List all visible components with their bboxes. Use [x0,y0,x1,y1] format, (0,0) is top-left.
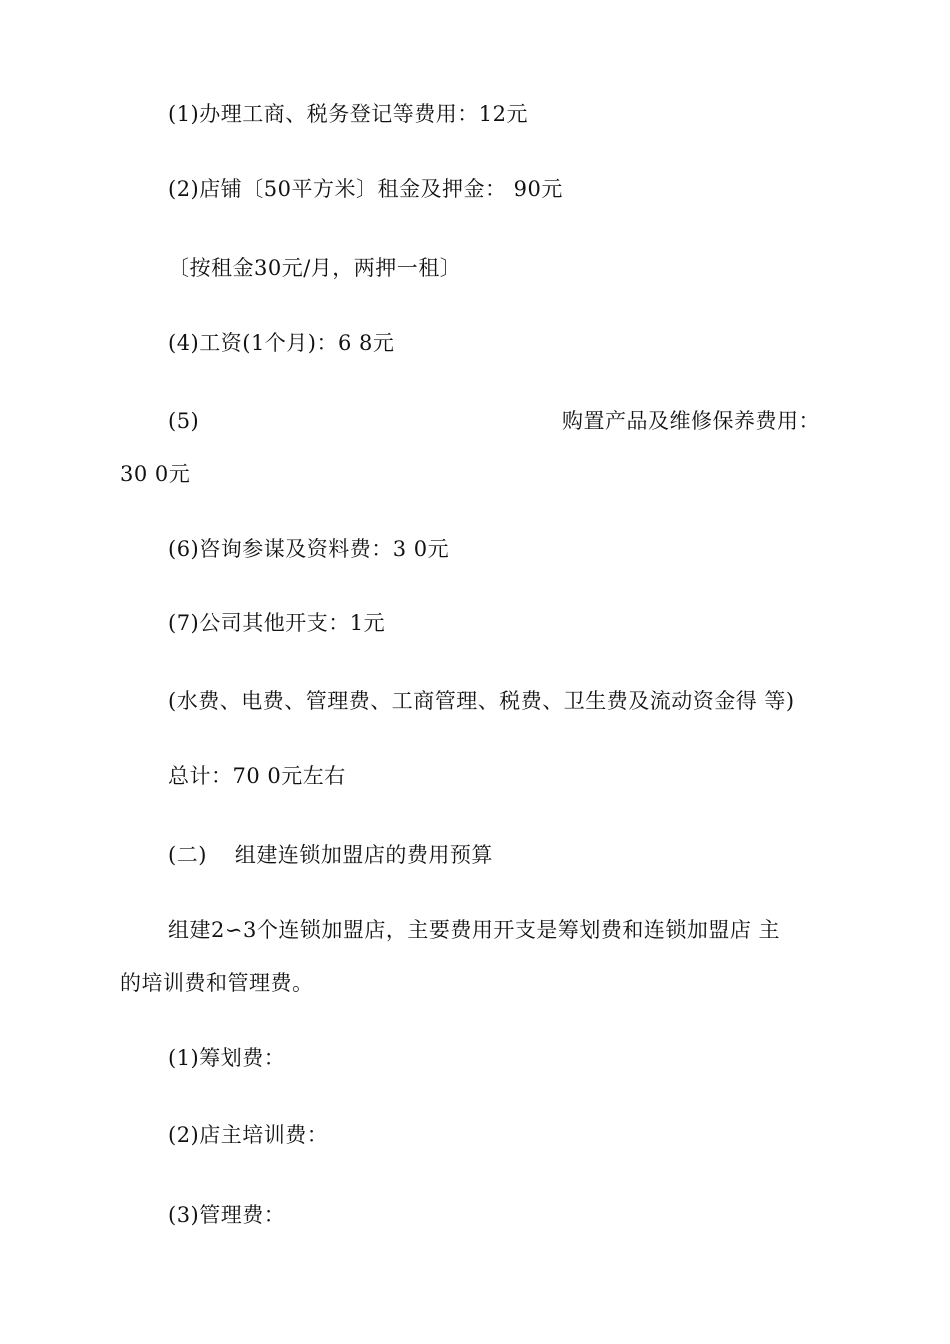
section-heading-number: (二) [168,843,207,867]
franchise-item-planning: (1)筹划费： [168,1046,286,1070]
cost-item-rent-note: 〔按租金30元/月，两押一租〕 [168,256,462,280]
franchise-item-management: (3)管理费： [168,1203,286,1227]
cost-item-consulting: (6)咨询参谋及资料费：3 0元 [168,537,450,561]
cost-item-other: (7)公司其他开支：1元 [168,611,386,635]
cost-item-products-text: 购置产品及维修保养费用： [562,409,820,433]
cost-item-other-note: (水费、电费、管理费、工商管理、税费、卫生费及流动资金得 等) [168,689,795,713]
franchise-item-training: (2)店主培训费： [168,1123,329,1147]
section-paragraph-line2: 的培训费和管理费。 [120,971,314,995]
cost-item-products-number: (5) [168,409,200,433]
cost-item-products-amount: 30 0元 [120,462,191,486]
section-paragraph-line1: 组建2∽3个连锁加盟店，主要费用开支是筹划费和连锁加盟店 主 [168,918,780,942]
section-heading-title: 组建连锁加盟店的费用预算 [234,843,493,867]
cost-item-wages: (4)工资(1个月)：6 8元 [168,331,395,355]
section-heading [168,842,493,868]
cost-item-rent: (2)店铺〔50平方米〕租金及押金： 90元 [168,177,563,201]
cost-item-registration: (1)办理工商、税务登记等费用：12元 [168,102,528,126]
cost-total: 总计：70 0元左右 [168,764,346,788]
